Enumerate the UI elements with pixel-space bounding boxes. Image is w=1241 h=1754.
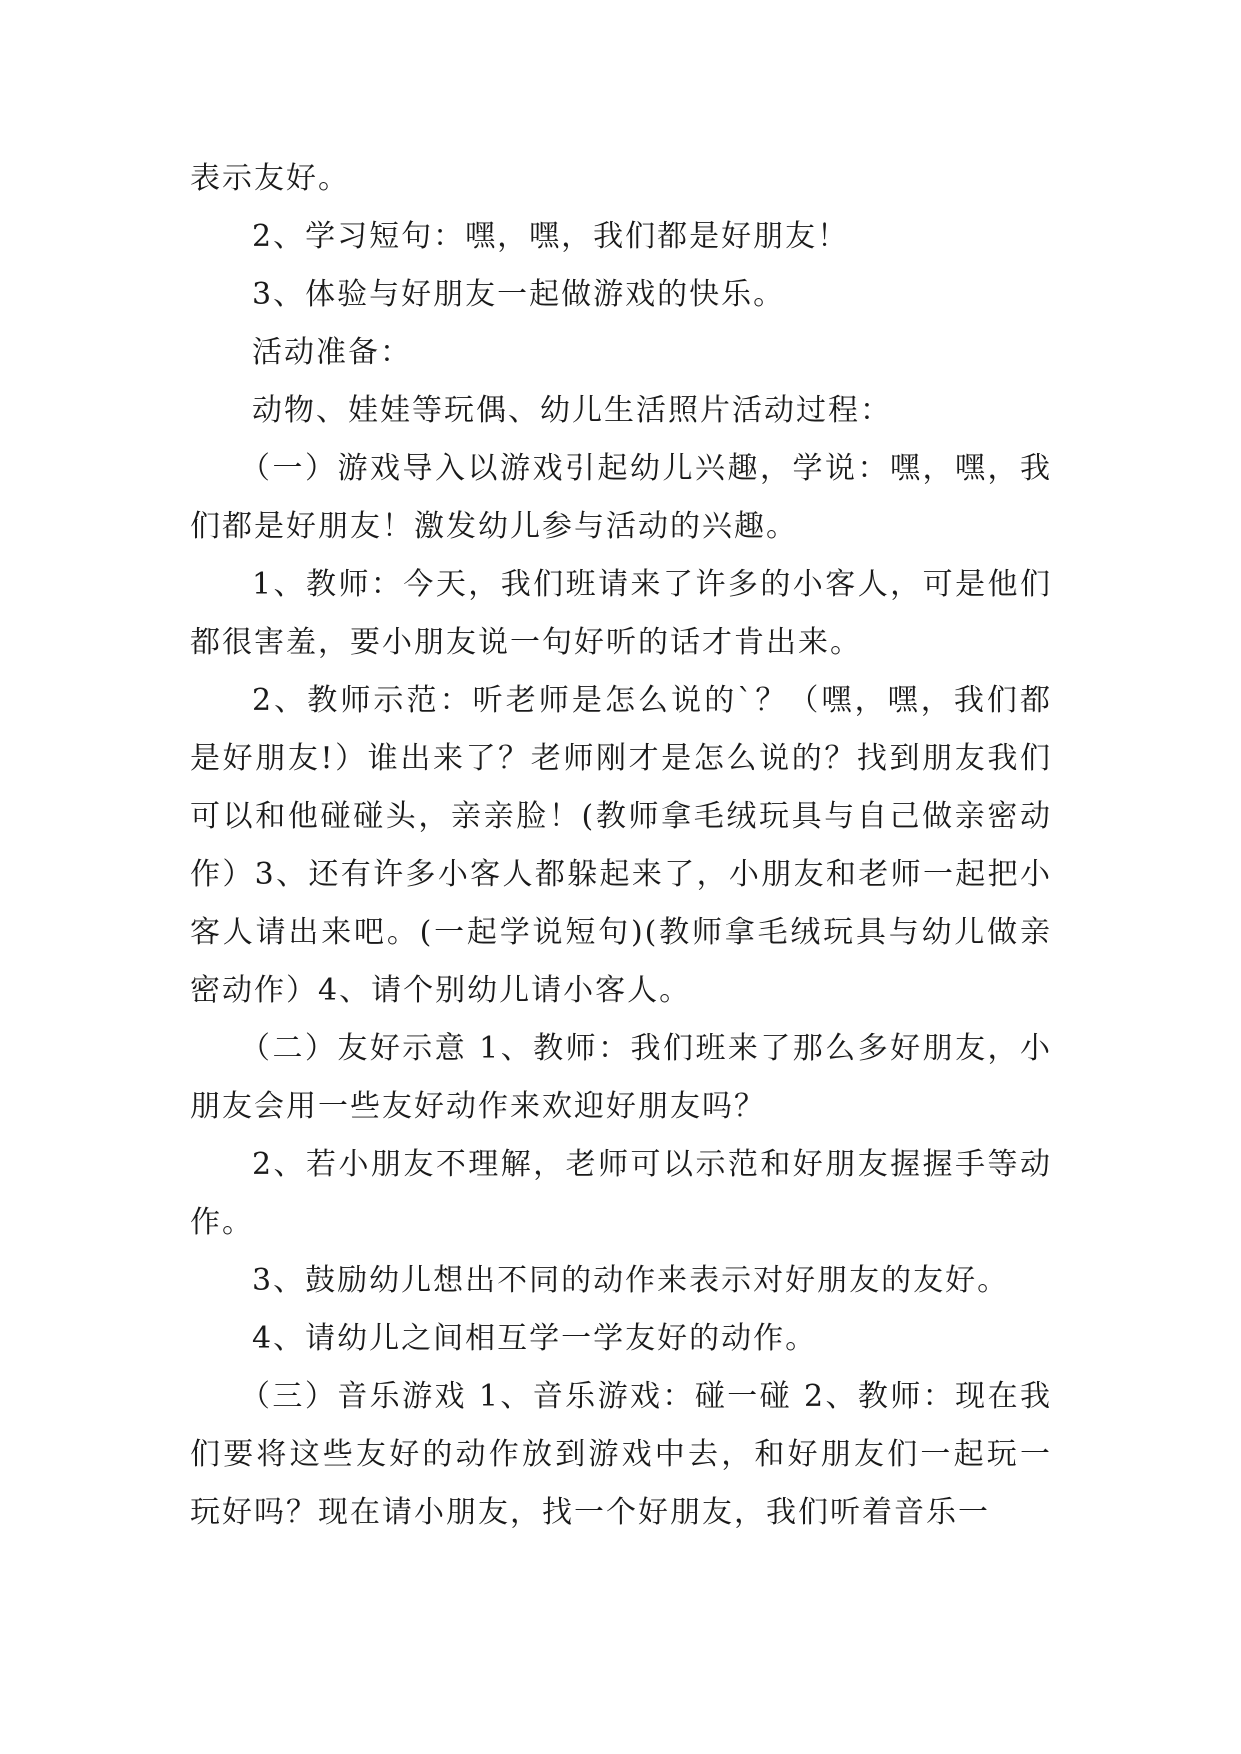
paragraph-part-1: （一）游戏导入以游戏引起幼儿兴趣，学说：嘿，嘿，我们都是好朋友！激发幼儿参与活动的兴趣。 bbox=[190, 451, 1052, 544]
paragraph-part-2: （二）友好示意 1、教师：我们班来了那么多好朋友，小朋友会用一些友好动作来欢迎好朋友吗？ bbox=[190, 1031, 1052, 1124]
document-body bbox=[190, 150, 1052, 1542]
paragraph-part-2-step-4: 4、请幼儿之间相互学一学友好的动作。 bbox=[252, 1321, 818, 1356]
paragraph-part-2-step-3: 3、鼓励幼儿想出不同的动作来表示对好朋友的友好。 bbox=[252, 1263, 1010, 1298]
paragraph-continuation: 表示友好。 bbox=[190, 161, 350, 196]
paragraph-materials: 动物、娃娃等玩偶、幼儿生活照片活动过程： bbox=[252, 393, 892, 428]
paragraph-part-2-step-2: 2、若小朋友不理解，老师可以示范和好朋友握握手等动作。 bbox=[190, 1147, 1052, 1240]
paragraph-step-2: 2、教师示范：听老师是怎么说的`？（嘿，嘿，我们都是好朋友!）谁出来了？老师刚才是怎么说的？找到朋友我们可以和他碰碰头，亲亲脸！(教师拿毛绒玩具与自己做亲密动作）3、还有许多小客人都躲起来了，小朋友和老师一起把小客人请出来吧。(一起学说短句)(教师拿毛绒玩具与幼儿做亲密动作）4、请个别幼儿请小客人。 bbox=[190, 683, 1052, 1008]
paragraph-part-3: （三）音乐游戏 1、音乐游戏：碰一碰 2、教师：现在我们要将这些友好的动作放到游戏中去，和好朋友们一起玩一玩好吗？现在请小朋友，找一个好朋友，我们听着音乐一 bbox=[190, 1379, 1052, 1530]
section-heading-preparation: 活动准备： bbox=[252, 335, 412, 370]
paragraph-goal-2: 2、学习短句：嘿，嘿，我们都是好朋友！ bbox=[252, 219, 850, 254]
paragraph-goal-3: 3、体验与好朋友一起做游戏的快乐。 bbox=[252, 277, 786, 312]
paragraph-step-1: 1、教师：今天，我们班请来了许多的小客人，可是他们都很害羞，要小朋友说一句好听的话才肯出来。 bbox=[190, 567, 1052, 660]
